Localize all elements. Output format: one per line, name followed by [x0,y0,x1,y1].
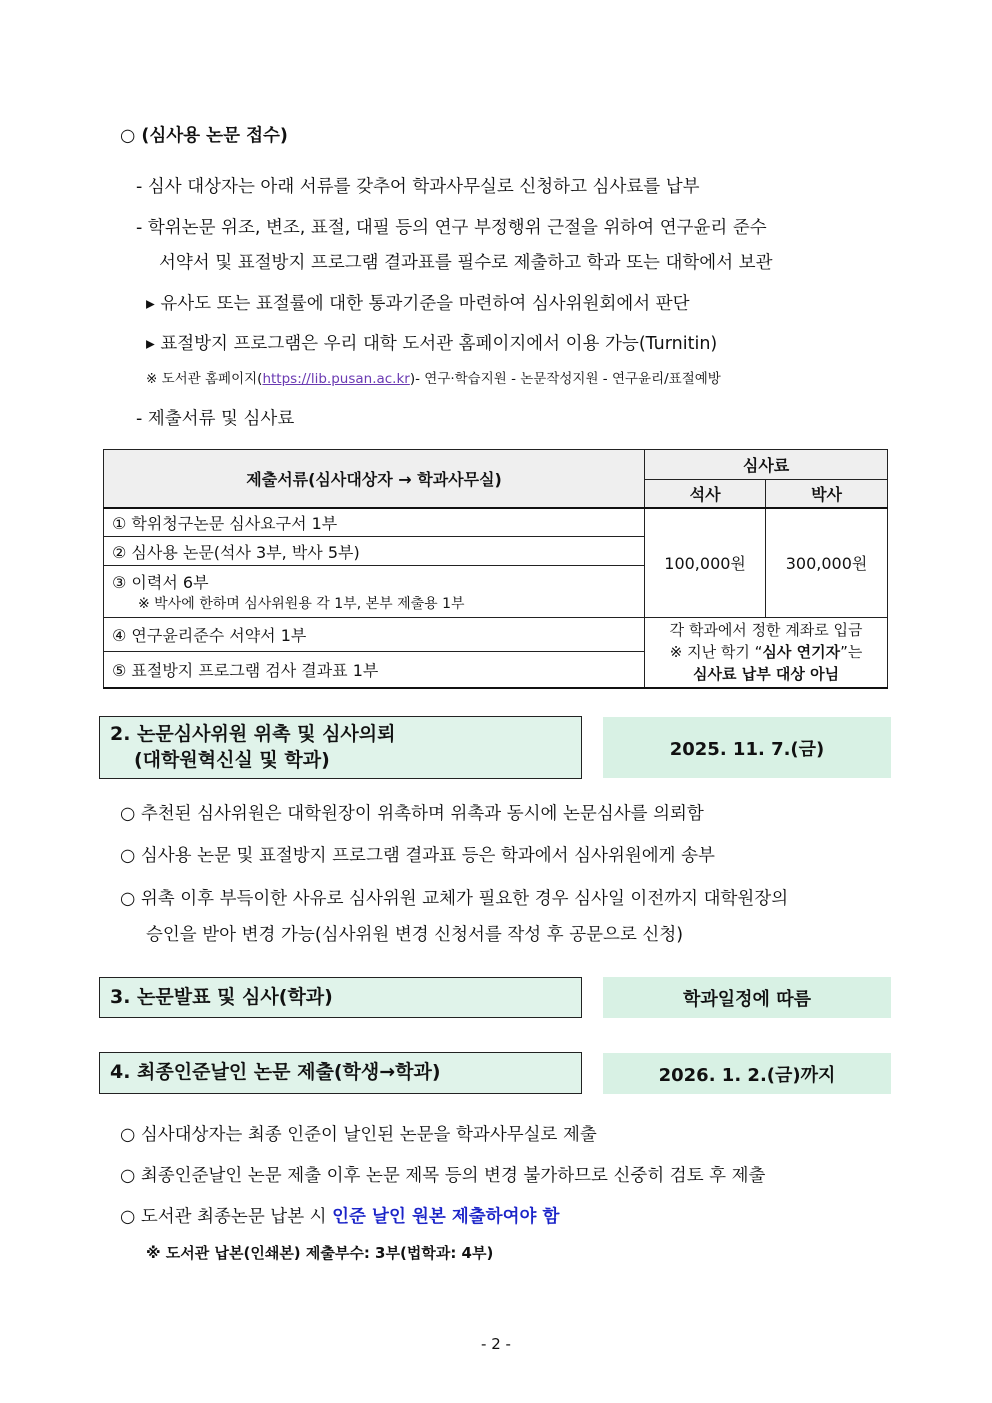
intake-item-3: - 제출서류 및 심사료 [136,409,295,429]
doc-row-1: ① 학위청구논문 심사요구서 1부 [104,508,645,537]
doc-row-4: ④ 연구윤리준수 서약서 1부 [104,618,645,652]
intake-bullet-1: ▸ 유사도 또는 표절률에 대한 통과기준을 마련하여 심사위원회에서 판단 [146,294,690,314]
section-4-item-3 [120,1203,559,1228]
payment-line-2-bold: 심사 연기자 [762,643,841,662]
doc-row-3 [104,566,645,618]
section-4-date: 2026. 1. 2.(금)까지 [603,1053,891,1094]
payment-line-2 [653,641,879,663]
library-note [146,367,721,387]
section-2-item-3-line-1: ○ 위촉 이후 부득이한 사유로 심사위원 교체가 필요한 경우 심사일 이전까지 대학원장의 [120,889,789,909]
section-2-title-line-1: 2. 논문심사위원 위촉 및 심사의뢰 [110,723,396,745]
section-2-item-1: ○ 추천된 심사위원은 대학원장이 위촉하며 위촉과 동시에 논문심사를 의뢰함 [120,804,704,824]
payment-line-2-prefix: ※ 지난 학기 “ [669,643,763,662]
intake-bullet-2: ▸ 표절방지 프로그램은 우리 대학 도서관 홈페이지에서 이용 가능(Turnitin) [146,334,718,354]
section-2-title-line-2: (대학원혁신실 및 학과) [134,749,330,771]
library-note-prefix: ※ 도서관 홈페이지( [146,371,263,387]
section-2-item-3-line-2: 승인을 받아 변경 가능(심사위원 변경 신청서를 작성 후 공문으로 신청) [146,925,684,945]
section-3-date: 학과일정에 따름 [603,977,891,1018]
header-doctor: 박사 [766,480,888,508]
section-4-item-2: ○ 최종인준날인 논문 제출 이후 논문 제목 등의 변경 불가하므로 신중히 검토 후 제출 [120,1166,766,1186]
payment-line-1: 각 학과에서 정한 계좌로 입금 [669,621,863,640]
section-4-item-1: ○ 심사대상자는 최종 인준이 날인된 논문을 학과사무실로 제출 [120,1125,597,1145]
intake-heading: ○ (심사용 논문 접수) [120,126,288,146]
header-documents: 제출서류(심사대상자 → 학과사무실) [104,450,645,508]
section-3-title: 3. 논문발표 및 심사(학과) [99,977,582,1018]
fee-doctor: 300,000원 [766,508,888,618]
payment-info [645,618,888,688]
doc-row-2: ② 심사용 논문(석사 3부, 박사 5부) [104,537,645,566]
fee-master: 100,000원 [645,508,766,618]
payment-line-2-suffix: ”는 [840,643,863,662]
library-link[interactable]: https://lib.pusan.ac.kr [262,371,410,387]
section-2-date: 2025. 11. 7.(금) [603,717,891,778]
header-master: 석사 [645,480,766,508]
section-2-title [99,716,582,779]
section-4-title: 4. 최종인준날인 논문 제출(학생→학과) [99,1052,582,1094]
doc-row-3-label: ③ 이력서 6부 [112,573,209,592]
page-number: - 2 - [481,1335,511,1353]
library-note-suffix: )- 연구·학습지원 - 논문작성지원 - 연구윤리/표절예방 [409,371,721,387]
section-4-item-3-highlight: 인준 날인 원본 제출하여야 함 [332,1207,560,1227]
header-fee: 심사료 [645,450,888,480]
payment-line-3: 심사료 납부 대상 아님 [693,665,840,684]
section-4-item-3-prefix: ○ 도서관 최종논문 납본 시 [120,1207,333,1227]
intake-item-1: - 심사 대상자는 아래 서류를 갖추어 학과사무실로 신청하고 심사료를 납부 [136,177,700,197]
doc-row-5: ⑤ 표절방지 프로그램 검사 결과표 1부 [104,652,645,688]
doc-row-3-note: ※ 박사에 한하며 심사위원용 각 1부, 본부 제출용 1부 [138,596,465,612]
intake-item-2-line-1: - 학위논문 위조, 변조, 표절, 대필 등의 연구 부정행위 근절을 위하여 연구윤리 준수 [136,218,767,238]
fee-table [103,449,888,689]
intake-item-2-line-2: 서약서 및 표절방지 프로그램 결과표를 필수로 제출하고 학과 또는 대학에서 보관 [159,253,773,273]
section-2-item-2: ○ 심사용 논문 및 표절방지 프로그램 결과표 등은 학과에서 심사위원에게 송부 [120,846,715,866]
section-4-note: ※ 도서관 납본(인쇄본) 제출부수: 3부(법학과: 4부) [146,1244,494,1262]
